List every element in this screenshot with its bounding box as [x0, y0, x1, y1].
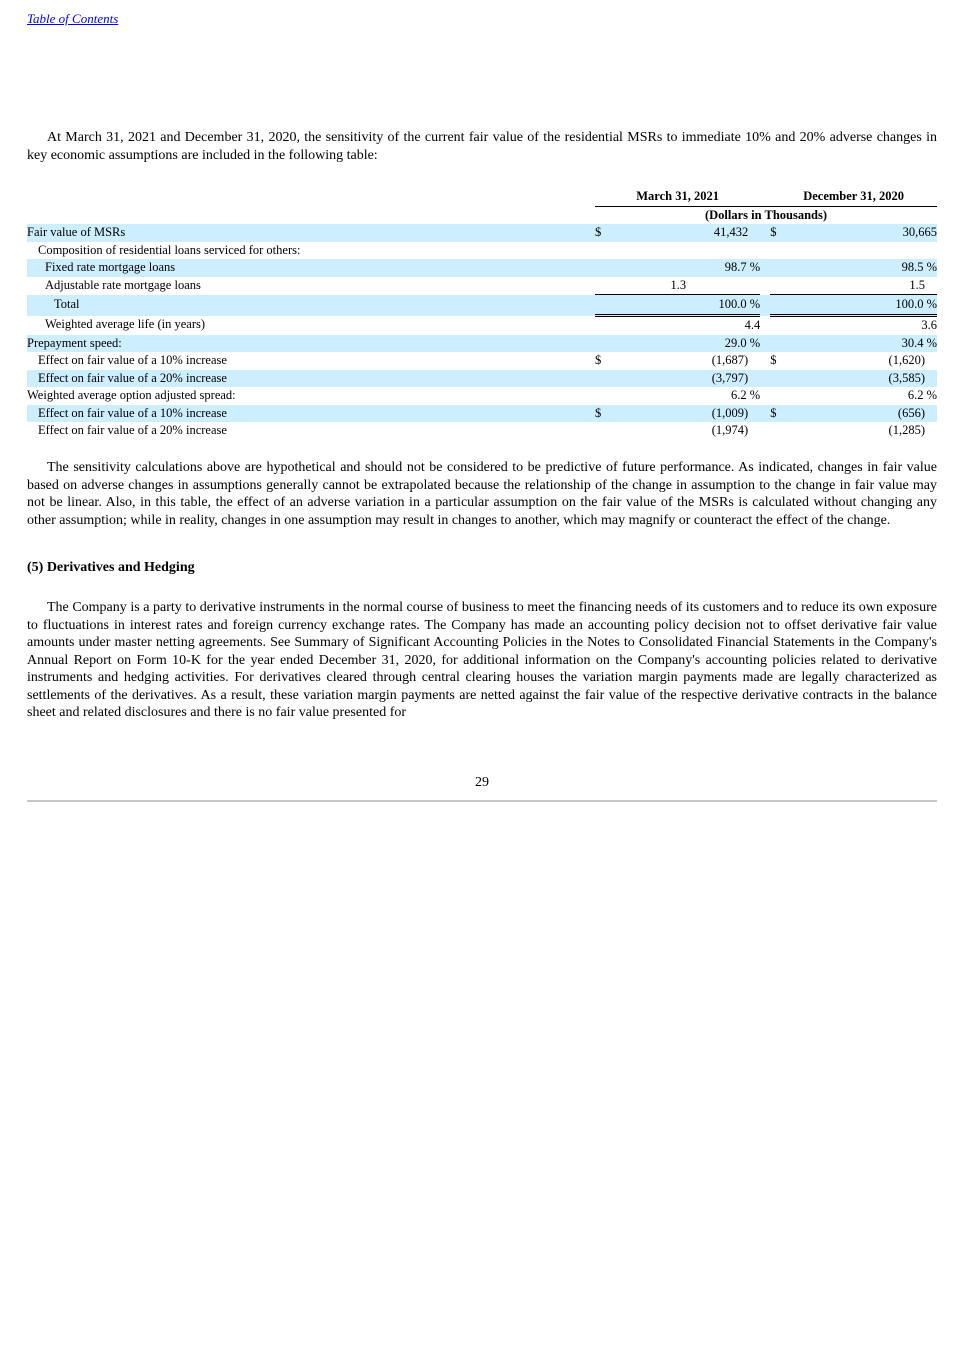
page-number: 29 — [475, 775, 489, 790]
table-row — [27, 352, 937, 370]
cell-value: 30.4 % — [784, 335, 937, 353]
msr-sensitivity-table — [27, 188, 937, 440]
cell-value: 100.0 % — [784, 295, 937, 316]
currency-symbol: $ — [770, 405, 784, 423]
units-label: (Dollars in Thousands) — [704, 207, 828, 222]
cell-value: (3,797) — [609, 370, 761, 388]
intro-paragraph: At March 31, 2021 and December 31, 2020, the sensitivity of the current fair value of the residential MSRs to immediate 10% and 20% adverse changes in key economic assumptions are included in the following table: — [27, 130, 937, 163]
footer-divider — [27, 800, 937, 802]
currency-symbol: $ — [595, 405, 608, 423]
row-label: Composition of residential loans serviced for others: — [38, 242, 301, 257]
row-label: Fixed rate mortgage loans — [27, 259, 595, 277]
row-label: Effect on fair value of a 10% increase — [27, 405, 595, 423]
row-label: Weighted average option adjusted spread: — [27, 388, 236, 402]
row-label: Adjustable rate mortgage loans — [45, 277, 201, 292]
col-header-dec-2020: December 31, 2020 — [770, 188, 937, 206]
cell-value: (656) — [784, 405, 937, 423]
table-row-total — [27, 295, 937, 316]
currency-symbol: $ — [770, 224, 784, 242]
col-header-march-2021: March 31, 2021 — [595, 188, 760, 206]
table-row — [27, 370, 937, 388]
table-row — [27, 316, 937, 335]
cell-value: (1,009) — [609, 405, 761, 423]
table-row — [27, 242, 937, 260]
table-row — [27, 259, 937, 277]
table-row — [27, 422, 937, 440]
row-label: Total — [27, 295, 595, 316]
cell-value: 6.2 % — [731, 388, 761, 402]
sensitivity-paragraph: The sensitivity calculations above are hypothetical and should not be considered to be predictive of future performance. As indicated, changes in fair value based on adverse changes in assumptions generally cannot be extrapolated because the relationship of the change in assumption to the change in fair value may not be linear. Also, in this table, the effect of an adverse variation in a particular assumption on the fair value of the MSRs is calculated without changing any other assumption; while in reality, changes in one assumption may result in changes to another, which may magnify or counteract the effect of the change. — [27, 460, 937, 528]
currency-symbol: $ — [595, 224, 608, 242]
cell-value: (1,687) — [711, 353, 749, 367]
cell-value: (1,285) — [888, 423, 925, 437]
derivatives-paragraph: The Company is a party to derivative instruments in the normal course of business to meet the financing needs of its customers and to reduce its own exposure to fluctuations in interest rates and foreign currency exchange rates. The Company has made an accounting policy decision not to offset derivative fair value amounts under master netting agreements. See Summary of Significant Accounting Policies in the Notes to Consolidated Financial Statements in the Company's Annual Report on Form 10-K for the year ended December 31, 2020, for additional information on the Company's accounting policies related to derivative instruments and hedging activities. For derivatives cleared through central clearing houses the variation margin payments made are legally characterized as settlements of the derivatives. As a result, these variation margin payments are netted against the fair value of the respective derivative contracts in the balance sheet and related disclosures and there is no fair value presented for — [27, 600, 937, 720]
row-label: Effect on fair value of a 20% increase — [38, 423, 227, 437]
cell-value: (3,585) — [784, 370, 937, 388]
cell-value: 41,432 — [609, 224, 761, 242]
currency-symbol: $ — [770, 353, 777, 367]
cell-value: 4.4 — [744, 318, 761, 332]
row-label: Weighted average life (in years) — [45, 317, 206, 332]
cell-value: (1,974) — [711, 423, 749, 437]
cell-value: 1.5 — [909, 277, 925, 292]
row-label: Effect on fair value of a 10% increase — [38, 353, 227, 367]
table-of-contents-link[interactable]: Table of Contents — [27, 11, 119, 26]
section-heading: (5) Derivatives and Hedging — [27, 560, 195, 575]
table-row — [27, 405, 937, 423]
cell-value: 100.0 % — [609, 295, 761, 316]
row-label: Prepayment speed: — [27, 335, 595, 353]
table-row — [27, 224, 937, 242]
cell-value: 98.7 % — [609, 259, 761, 277]
cell-value: 29.0 % — [609, 335, 761, 353]
cell-value: (1,620) — [888, 353, 925, 367]
table-row — [27, 387, 937, 405]
cell-value: 1.3 — [670, 277, 687, 292]
row-label: Fair value of MSRs — [27, 224, 595, 242]
table-units-row — [27, 206, 937, 224]
table-row — [27, 277, 937, 295]
currency-symbol: $ — [595, 353, 602, 367]
cell-value: 6.2 % — [907, 388, 937, 402]
table-row — [27, 335, 937, 353]
cell-value: 3.6 — [921, 318, 937, 332]
cell-value: 98.5 % — [784, 259, 937, 277]
table-header-row — [27, 188, 937, 206]
cell-value: 30,665 — [784, 224, 937, 242]
row-label: Effect on fair value of a 20% increase — [27, 370, 595, 388]
